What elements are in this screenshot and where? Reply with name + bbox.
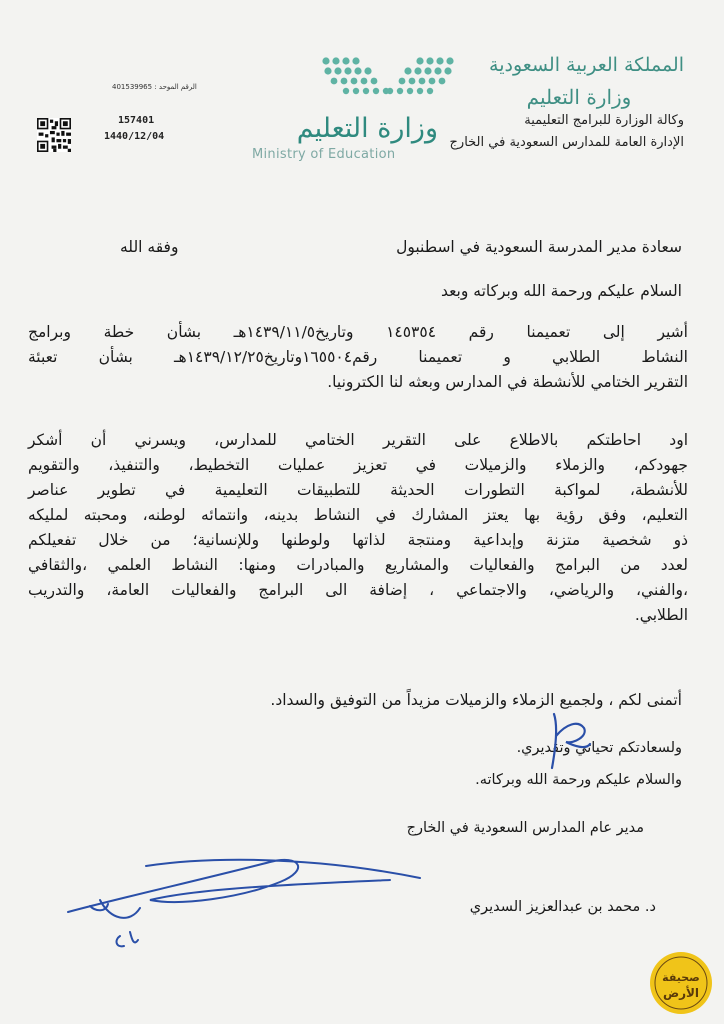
blessing: وفقه الله [120,238,179,256]
paragraph-line: الطلابي. [634,606,688,624]
paragraph-line: النشاط الطلابي و تعميمنا رقم١٦٥٥٠٤وتاريخ١٤٣٩/١٢/٢٥هـ بشأن تعبئة [28,348,688,366]
paragraph-line: للأنشطة، لمواكبة التطورات الحديثة للتطبيقات التعليمية في تطوير عناصر [28,481,688,499]
signatory-title: مدير عام المدارس السعودية في الخارج [406,820,644,836]
paragraph-line: ذو شخصية متزنة وإبداعية ومنتجة لذاتها ولوطنها وللإنسانية؛ من خلال تفعيلكم [28,531,688,549]
signature-mark [60,840,440,950]
paragraph-line: اود احاطتكم بالاطلاع على التقرير الختامي للمدارس، ويسرني أن أشكر [28,431,688,449]
letter-date: 1440/12/04 [104,131,165,142]
agency-line: وكالة الوزارة للبرامج التعليمية [524,113,684,128]
kingdom-title: المملكة العربية السعودية [489,54,684,76]
logo-english-text: Ministry of Education [252,147,396,162]
svg-text:الأرض: الأرض [662,986,700,1000]
closing-line: والسلام عليكم ورحمة الله وبركاته. [475,772,682,788]
paragraph-line: ،والفني، والرياضي، والاجتماعي ، إضافة الى البرامج والفعاليات العامة، والتدريب [28,581,688,599]
paragraph-line: التقرير الختامي للأنشطة في المدارس وبعثه لنا الكترونيا. [327,373,688,391]
paragraph-line: جهودكم، والزملاء والزميلات في تعزيز عمليات التخطيط، والتنفيذ، والتقويم [28,456,688,474]
paragraph-line: التعليم، وفق رؤية بها يعتز المشارك في النشاط بدينه، وانتمائه لوطنه، ومحبته لمليكه [28,506,688,524]
paragraph-line: أشير إلى تعميمنا رقم ١٤٥٣٥٤ وتاريخ١٤٣٩/١١/٥هـ بشأن خطة وبرامج [28,323,688,341]
initials-mark [544,706,594,776]
header-right [434,52,684,154]
qr-code-icon [37,118,71,152]
logo-arabic-text: وزارة التعليم [296,113,438,144]
unified-number: الرقم الموحد : 401539965 [112,83,197,91]
department-line: الإدارة العامة للمدارس السعودية في الخارج [449,135,684,150]
watermark-logo-icon [648,950,714,1016]
ministry-title: وزارة التعليم [526,85,632,109]
regards-line: ولسعادتكم تحياتي وتقديري. [516,740,682,756]
logo-dots-icon [320,55,456,103]
signatory-name: د. محمد بن عبدالعزيز السديري [469,899,656,915]
greeting: السلام عليكم ورحمة الله وبركاته وبعد [440,282,682,300]
addressee: سعادة مدير المدرسة السعودية في اسطنبول [396,238,682,256]
wish-line: أتمنى لكم ، ولجميع الزملاء والزميلات مزيداً من التوفيق والسداد. [270,691,682,709]
ministry-logo [232,55,452,165]
svg-text:صحيفة: صحيفة [662,971,700,984]
paragraph-line: لعدد من البرامج والفعاليات والمشاريع والمبادرات ومنها: النشاط العلمي ،والثقافي [28,556,688,574]
letter-number: 157401 [118,115,155,126]
paragraph-2 [28,428,688,628]
paragraph-1 [28,320,688,395]
